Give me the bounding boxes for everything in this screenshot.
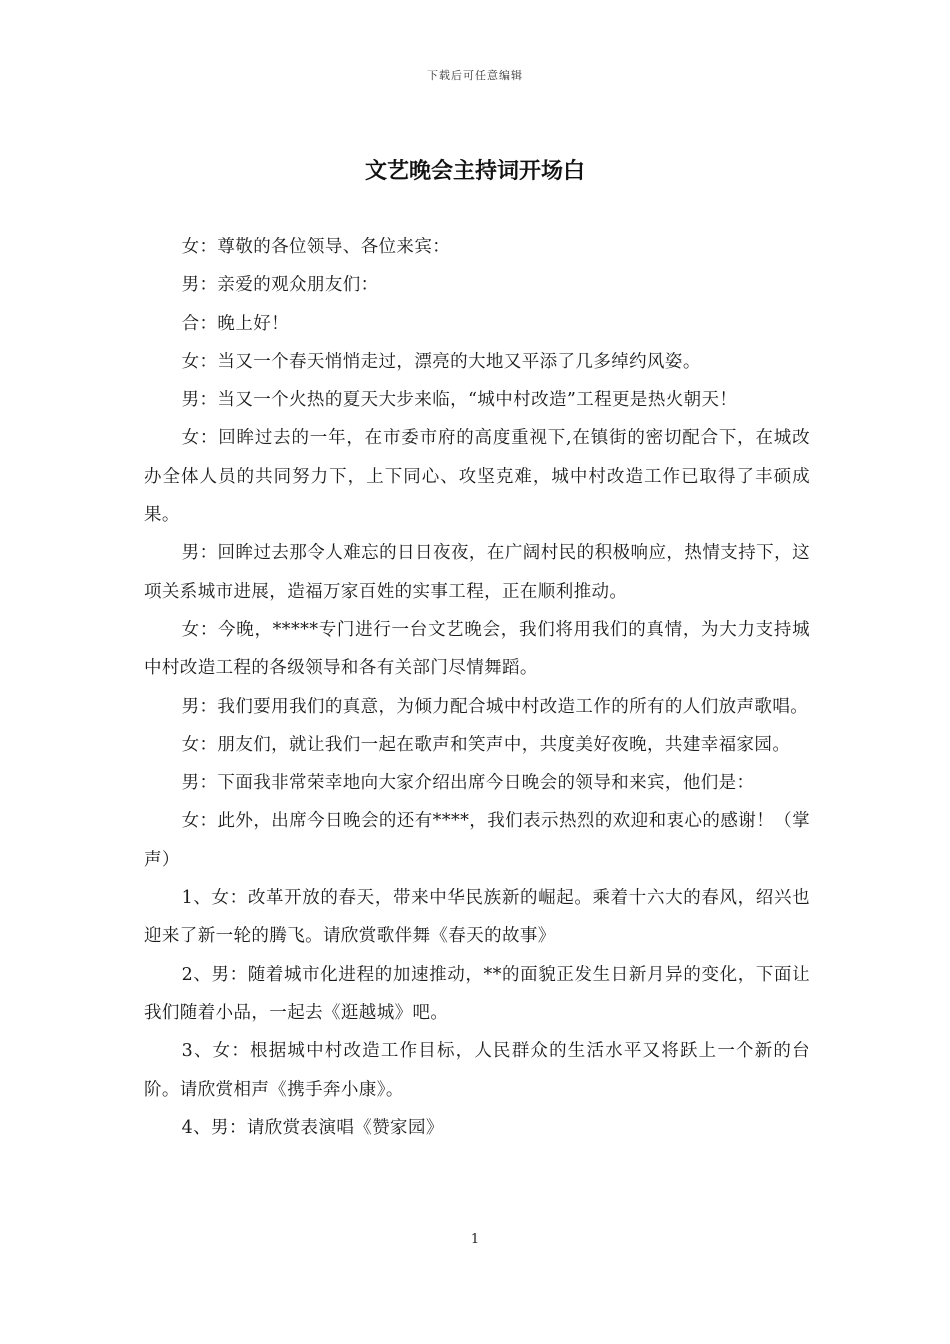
paragraph: 女：朋友们，就让我们一起在歌声和笑声中，共度美好夜晚，共建幸福家园。	[181, 734, 791, 755]
document-body	[144, 228, 810, 1147]
header-note: 下载后可任意编辑	[427, 69, 523, 82]
paragraph: 男：回眸过去那令人难忘的日日夜夜，在广阔村民的积极响应，热情支持下，这项关系城市进展，造福万家百姓的实事工程，正在顺利推动。	[144, 543, 810, 602]
page-number: 1	[470, 1232, 480, 1247]
paragraph: 2、男：随着城市化进程的加速推动，**的面貌正发生日新月异的变化，下面让我们随着小品，一起去《逛越城》吧。	[144, 964, 811, 1023]
paragraph: 合：晚上好！	[181, 313, 290, 334]
paragraph: 女：今晚，*****专门进行一台文艺晚会，我们将用我们的真情，为大力支持城中村改造工程的各级领导和各有关部门尽情舞蹈。	[144, 619, 810, 679]
paragraph: 女：此外，出席今日晚会的还有****，我们表示热烈的欢迎和衷心的感谢！（掌声）	[144, 811, 810, 870]
document-title: 文艺晚会主持词开场白	[364, 158, 585, 184]
paragraph: 女：回眸过去的一年，在市委市府的高度重视下,在镇街的密切配合下，在城改办全体人员的共同努力下，上下同心、攻坚克难，城中村改造工作已取得了丰硕成果。	[144, 428, 810, 526]
paragraph: 男：我们要用我们的真意，为倾力配合城中村改造工作的所有的人们放声歌唱。	[181, 696, 809, 717]
paragraph: 男：下面我非常荣幸地向大家介绍出席今日晚会的领导和来宾，他们是：	[181, 773, 755, 794]
paragraph: 1、女：改革开放的春天，带来中华民族新的崛起。乘着十六大的春风，绍兴也迎来了新一轮的腾飞。请欣赏歌伴舞《春天的故事》	[144, 888, 810, 947]
paragraph: 男：亲爱的观众朋友们：	[181, 275, 379, 296]
paragraph: 女：当又一个春天悄悄走过，漂亮的大地又平添了几多绰约风姿。	[181, 351, 701, 372]
paragraph: 4、男：请欣赏表演唱《赞家园》	[181, 1117, 444, 1138]
paragraph: 女：尊敬的各位领导、各位来宾：	[181, 237, 451, 257]
paragraph: 男：当又一个火热的夏天大步来临，“城中村改造”工程更是热火朝天！	[181, 390, 738, 411]
paragraph: 3、女：根据城中村改造工作目标，人民群众的生活水平又将跃上一个新的台阶。请欣赏相声《携手奔小康》。	[144, 1041, 810, 1100]
